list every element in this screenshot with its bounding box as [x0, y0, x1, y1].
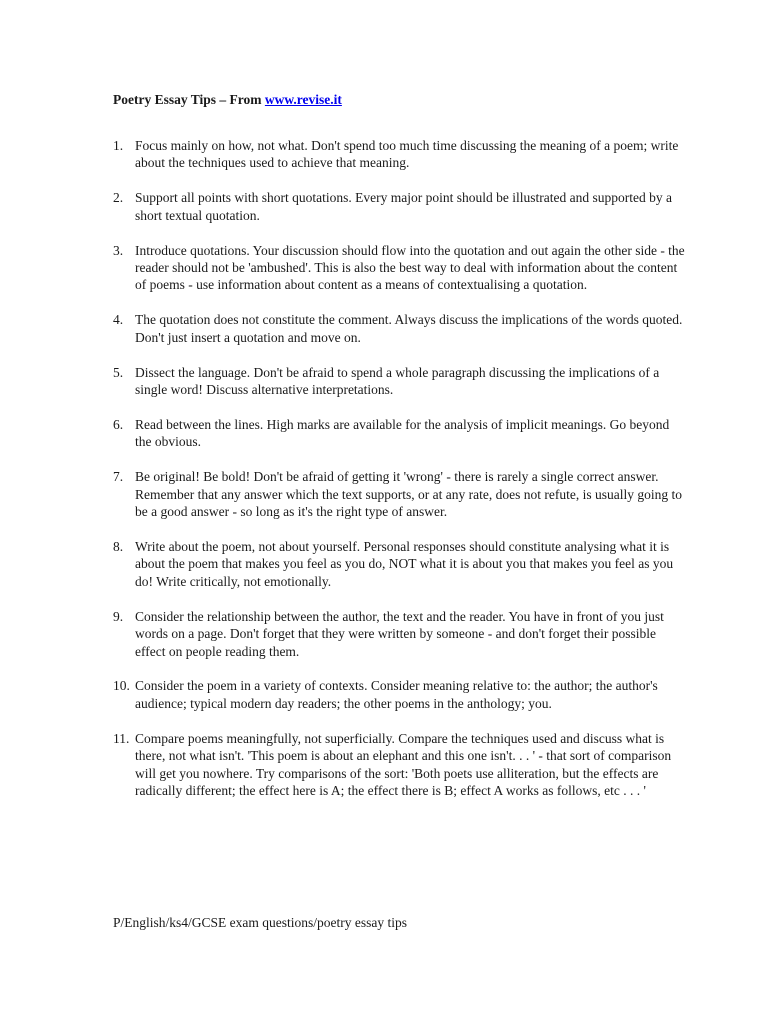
- tip-text: Compare poems meaningfully, not superficially. Compare the techniques used and discuss what is there, not what isn't. 'This poem is about an elephant and this one isn't. . . ' - that sort of comparison will get you nowhere. Try comparisons of the sort: 'Both poets use alliteration, but the effects are radically different; the effect here is A; the effect there is B; effect A works as follows, etc . . . ': [135, 730, 672, 798]
- tip-item: [113, 416, 688, 451]
- tip-item: [113, 468, 688, 520]
- document-title: [113, 91, 688, 109]
- tip-text: Focus mainly on how, not what. Don't spend too much time discussing the meaning of a poem; write about the techniques used to achieve that meaning.: [135, 138, 679, 171]
- tip-text: Be original! Be bold! Don't be afraid of getting it 'wrong' - there is rarely a single correct answer. Remember that any answer which the text supports, or at any rate, does not refute, is usually going to be a good answer - so long as it's the right type of answer.: [135, 469, 682, 520]
- tip-text: Support all points with short quotations. Every major point should be illustrated and supported by a short textual quotation.: [135, 190, 672, 223]
- tip-text: Consider the relationship between the author, the text and the reader. You have in front of you just words on a page. Don't forget that they were written by someone - and don't forget their possible effect on people reading them.: [135, 608, 664, 659]
- tip-number: 4.: [113, 312, 124, 328]
- tip-text: Read between the lines. High marks are available for the analysis of implicit meanings. Go beyond the obvious.: [135, 416, 670, 450]
- tip-item: [113, 242, 688, 294]
- tip-item: [113, 364, 688, 399]
- tip-number: 11.: [113, 730, 130, 746]
- tip-text: Consider the poem in a variety of contexts. Consider meaning relative to: the author; the author's audience; typical modern day readers; the other poems in the anthology; you.: [135, 678, 658, 711]
- tip-number: 8.: [113, 539, 124, 554]
- tip-item: [113, 189, 688, 224]
- tip-text: Introduce quotations. Your discussion should flow into the quotation and out again the other side - the reader should not be 'ambushed'. This is also the best way to deal with information about the content of poems - use information about content as a means of contextualising a quotation.: [135, 242, 685, 293]
- title-text: Poetry Essay Tips – From: [113, 92, 265, 107]
- tip-item: [113, 538, 688, 590]
- tip-text: The quotation does not constitute the comment. Always discuss the implications of the words quoted. Don't just insert a quotation and move on.: [135, 312, 683, 345]
- tip-text: Dissect the language. Don't be afraid to spend a whole paragraph discussing the implications of a single word! Discuss alternative interpretations.: [135, 364, 660, 398]
- tip-item: [113, 730, 688, 800]
- tip-text: Write about the poem, not about yourself. Personal responses should constitute analysing what it is about the poem that makes you feel as you do, NOT what it is about you that makes you feel as you do! Write critically, not emotionally.: [135, 539, 674, 589]
- tip-number: 5.: [113, 364, 124, 380]
- tip-item: [113, 137, 688, 172]
- tips-list: [113, 137, 688, 799]
- tip-number: 10.: [113, 678, 130, 694]
- tip-item: [113, 311, 688, 346]
- tip-number: 3.: [113, 242, 124, 258]
- tip-number: 9.: [113, 608, 124, 624]
- tip-number: 7.: [113, 469, 124, 485]
- tip-item: [113, 677, 688, 712]
- tip-number: 1.: [113, 138, 124, 153]
- tip-number: 2.: [113, 190, 124, 206]
- revise-link[interactable]: www.revise.it: [264, 92, 342, 107]
- document-footer: P/English/ks4/GCSE exam questions/poetry essay tips: [113, 915, 407, 930]
- tip-number: 6.: [113, 416, 124, 432]
- tip-item: [113, 608, 688, 660]
